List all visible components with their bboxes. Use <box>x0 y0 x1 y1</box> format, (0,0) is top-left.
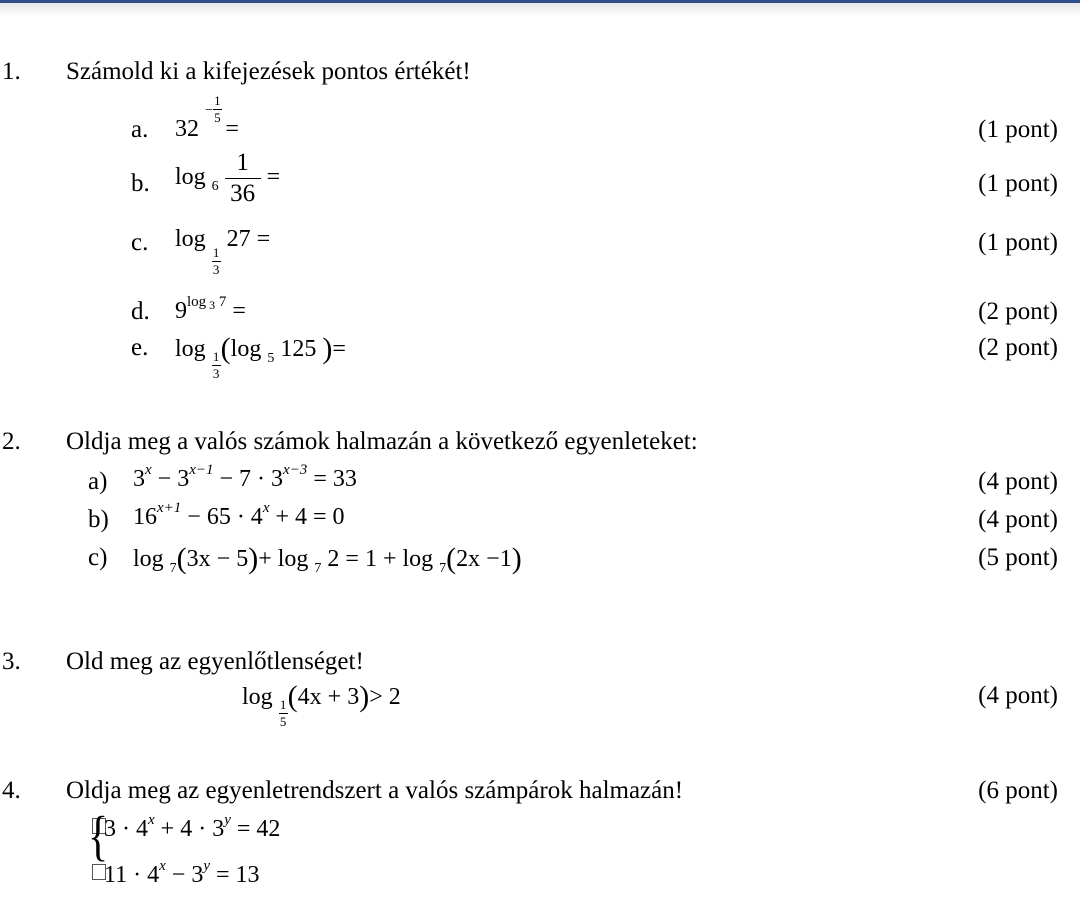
equals: = <box>256 226 271 252</box>
item-1b-points: (1 pont) <box>978 170 1058 197</box>
top-shade <box>0 3 1080 17</box>
item-2c-points: (5 pont) <box>978 544 1058 571</box>
item-1e-label: e. <box>131 334 149 361</box>
frac-bar <box>225 178 261 179</box>
item-1e-expression <box>175 330 346 381</box>
item-2b-label: b) <box>88 506 109 533</box>
question-2-number: 2. <box>2 428 21 455</box>
item-2a-points: (4 pont) <box>978 468 1058 495</box>
inner-base: 5 <box>267 351 275 366</box>
item-1d-label: d. <box>131 298 150 325</box>
base-num: 1 <box>212 245 220 260</box>
open-paren: ( <box>220 332 231 365</box>
item-2b-points: (4 pont) <box>978 506 1058 533</box>
exp-num: 1 <box>214 93 221 108</box>
denominator: 36 <box>230 180 256 207</box>
exp-arg: 7 <box>218 294 227 310</box>
equals: = <box>332 336 346 362</box>
system-brace: { <box>88 807 109 867</box>
exp: x <box>262 500 270 516</box>
exp: y <box>203 858 210 874</box>
inner-arg: 125 <box>280 336 317 362</box>
log: log <box>242 684 273 710</box>
term: = 33 <box>307 466 357 492</box>
equals: = <box>266 164 281 191</box>
exp: x <box>159 858 166 874</box>
base-den: 3 <box>212 366 220 381</box>
item-1a-points: (1 pont) <box>978 116 1058 143</box>
log-base: 7 <box>314 561 322 576</box>
item-2b-expression <box>133 500 345 531</box>
term: + log <box>258 546 309 572</box>
term: = 13 <box>210 862 260 888</box>
item-1a-label: a. <box>131 116 149 143</box>
term: + 4 · 3 <box>154 816 225 842</box>
open-paren: ( <box>176 542 187 575</box>
arg: 4x + 3 <box>297 684 360 710</box>
exp: x <box>145 462 152 478</box>
log-base: 7 <box>169 561 177 576</box>
question-4-points: (6 pont) <box>978 777 1058 804</box>
question-3-expression <box>242 678 401 729</box>
question-2-text: Oldja meg a valós számok halmazán a következő egyenleteket: <box>66 428 698 455</box>
item-2a-label: a) <box>88 468 108 495</box>
exp-log: log <box>187 294 207 310</box>
question-4-number: 4. <box>2 777 21 804</box>
item-1b-label: b. <box>131 170 150 197</box>
inequality: > 2 <box>369 684 401 710</box>
item-1b-expression <box>175 150 280 207</box>
system-equation-2 <box>104 858 260 889</box>
question-1-number: 1. <box>2 58 21 85</box>
base: 9 <box>175 298 187 324</box>
base-num: 1 <box>212 349 220 364</box>
exp: x+1 <box>157 500 182 516</box>
arg: 27 <box>226 226 251 252</box>
log: log <box>175 226 206 252</box>
open-paren: ( <box>287 680 298 713</box>
question-4-text: Oldja meg az egyenletrendszert a valós számpárok halmazán! <box>66 777 684 804</box>
term: − 65 · 4 <box>181 504 263 530</box>
term: − 3 <box>151 466 190 492</box>
item-1d-points: (2 pont) <box>978 298 1058 325</box>
equals: = <box>225 116 239 142</box>
term: 11 · 4 <box>104 862 160 888</box>
item-2a-expression <box>133 462 357 493</box>
close-paren: ) <box>248 542 259 575</box>
exp: y <box>224 812 231 828</box>
exponent <box>187 294 226 310</box>
system-equation-1 <box>104 812 281 843</box>
exp-sign: − <box>205 103 213 118</box>
item-1c-points: (1 pont) <box>978 229 1058 256</box>
item-1d-expression <box>175 294 246 325</box>
term: + 4 = 0 <box>269 504 345 530</box>
question-1-text: Számold ki a kifejezések pontos értékét! <box>66 58 471 85</box>
exp-den: 5 <box>214 110 221 125</box>
numerator: 1 <box>236 149 249 176</box>
exp: x <box>148 812 155 828</box>
base: 32 <box>175 116 199 142</box>
item-2c-expression <box>133 540 522 574</box>
item-1a-expression <box>175 93 239 147</box>
base-den: 5 <box>279 714 287 729</box>
inner-log: log <box>230 336 262 362</box>
term: 16 <box>133 504 157 530</box>
close-paren: ) <box>359 680 370 713</box>
item-1c-expression <box>175 226 271 277</box>
equals: = <box>232 298 246 324</box>
question-3-text: Old meg az egyenlőtlenséget! <box>66 648 364 675</box>
close-paren: ) <box>511 542 522 575</box>
log: log <box>175 336 206 362</box>
term: 2 = 1 + log <box>327 546 434 572</box>
item-1c-label: c. <box>131 229 149 256</box>
term: − 7 · 3 <box>213 466 284 492</box>
base-den: 3 <box>212 262 220 277</box>
exponent <box>205 93 225 125</box>
term: 3 · 4 <box>104 816 148 842</box>
question-3-number: 3. <box>2 648 21 675</box>
arg: 2x −1 <box>456 546 512 572</box>
exp: x−3 <box>283 462 308 478</box>
log: log <box>133 546 164 572</box>
log: log <box>175 164 206 191</box>
term: − 3 <box>165 862 204 888</box>
log-base: 7 <box>439 561 447 576</box>
base-num: 1 <box>279 697 287 712</box>
exp: x−1 <box>189 462 214 478</box>
item-1e-points: (2 pont) <box>978 334 1058 361</box>
arg: 3x − 5 <box>186 546 249 572</box>
item-2c-label: c) <box>88 544 108 571</box>
exp-base: 3 <box>209 298 216 312</box>
close-paren: ) <box>322 332 333 365</box>
open-paren: ( <box>446 542 457 575</box>
question-3-points: (4 pont) <box>978 682 1058 709</box>
term: 3 <box>133 466 145 492</box>
log-base: 6 <box>211 179 219 195</box>
term: = 42 <box>230 816 281 842</box>
